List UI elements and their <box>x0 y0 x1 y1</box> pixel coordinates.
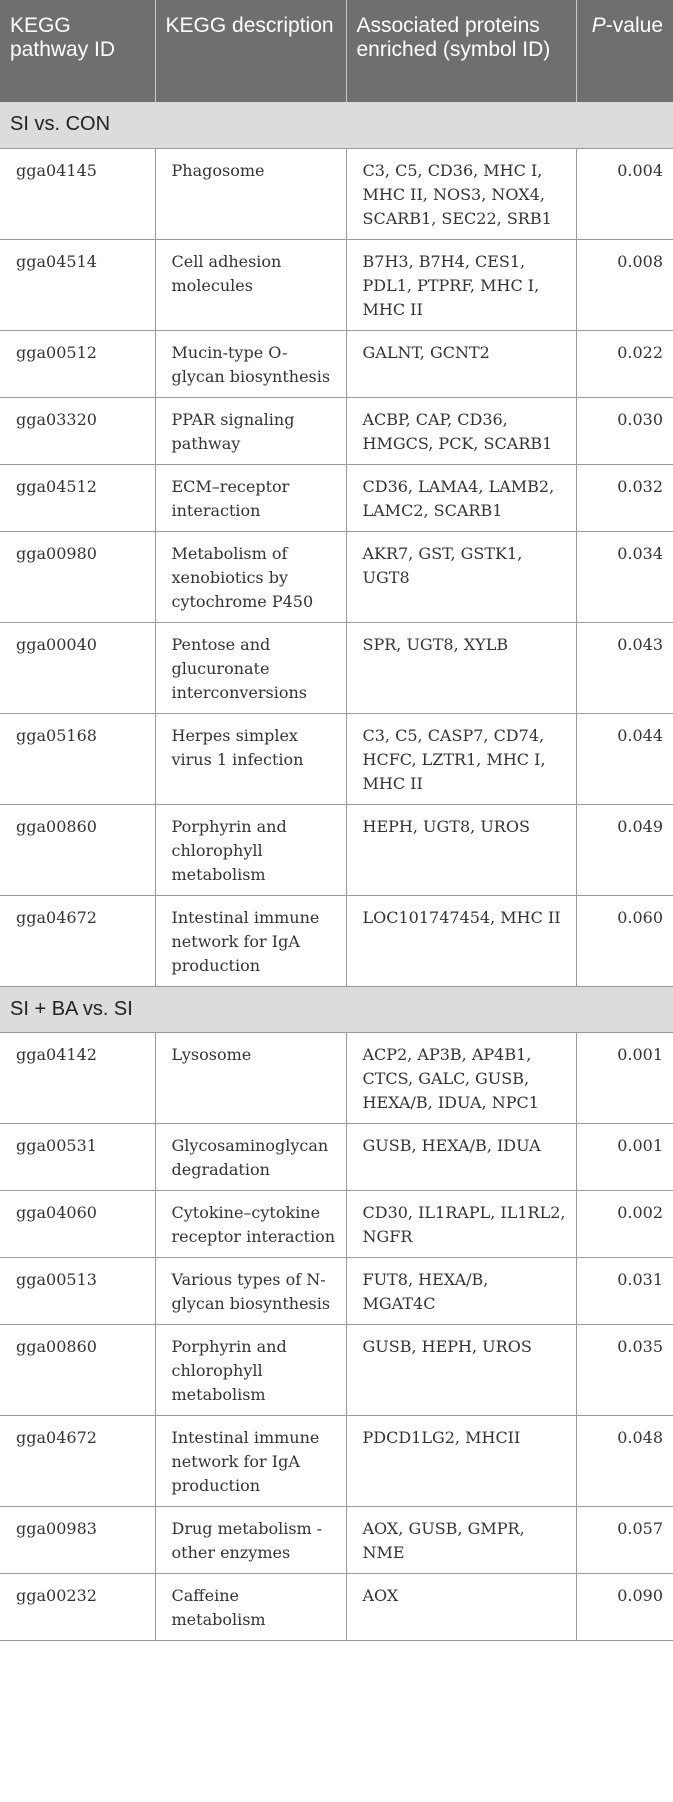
table-row <box>0 804 673 895</box>
section-label: SI vs. CON <box>0 102 673 148</box>
proteins-cell: GUSB, HEXA/B, IDUA <box>346 1123 576 1190</box>
table-row <box>0 1415 673 1506</box>
pathway-id-cell: gga00531 <box>0 1123 155 1190</box>
table-row <box>0 330 673 397</box>
table-row <box>0 148 673 239</box>
description-cell: Various types of N-glycan biosynthesis <box>155 1257 346 1324</box>
pathway-id-cell: gga00980 <box>0 531 155 622</box>
p-value-cell: 0.004 <box>576 148 673 239</box>
proteins-cell: ACBP, CAP, CD36, HMGCS, PCK, SCARB1 <box>346 397 576 464</box>
description-cell: Cell adhesion molecules <box>155 239 346 330</box>
proteins-cell: AOX <box>346 1573 576 1640</box>
description-cell: Herpes simplex virus 1 infection <box>155 713 346 804</box>
p-value-cell: 0.031 <box>576 1257 673 1324</box>
header-proteins: Associated proteins enriched (symbol ID) <box>346 0 576 102</box>
table-body <box>0 102 673 1640</box>
pathway-id-cell: gga04512 <box>0 464 155 531</box>
description-cell: Metabolism of xenobiotics by cytochrome P450 <box>155 531 346 622</box>
proteins-cell: C3, C5, CD36, MHC I, MHC II, NOS3, NOX4, SCARB1, SEC22, SRB1 <box>346 148 576 239</box>
proteins-cell: CD36, LAMA4, LAMB2, LAMC2, SCARB1 <box>346 464 576 531</box>
pathway-id-cell: gga00040 <box>0 622 155 713</box>
description-cell: Porphyrin and chlorophyll metabolism <box>155 804 346 895</box>
proteins-cell: AOX, GUSB, GMPR, NME <box>346 1506 576 1573</box>
pathway-id-cell: gga04514 <box>0 239 155 330</box>
pathway-id-cell: gga04060 <box>0 1190 155 1257</box>
table-row <box>0 239 673 330</box>
table-row <box>0 397 673 464</box>
header-row <box>0 0 673 102</box>
p-value-cell: 0.048 <box>576 1415 673 1506</box>
pathway-id-cell: gga05168 <box>0 713 155 804</box>
proteins-cell: ACP2, AP3B, AP4B1, CTCS, GALC, GUSB, HEXA/B, IDUA, NPC1 <box>346 1032 576 1123</box>
proteins-cell: GALNT, GCNT2 <box>346 330 576 397</box>
proteins-cell: C3, C5, CASP7, CD74, HCFC, LZTR1, MHC I, MHC II <box>346 713 576 804</box>
table-row <box>0 1573 673 1640</box>
description-cell: Drug metabolism - other enzymes <box>155 1506 346 1573</box>
description-cell: Caffeine metabolism <box>155 1573 346 1640</box>
description-cell: PPAR signaling pathway <box>155 397 346 464</box>
proteins-cell: PDCD1LG2, MHCII <box>346 1415 576 1506</box>
table-row <box>0 622 673 713</box>
p-value-cell: 0.060 <box>576 895 673 986</box>
description-cell: Mucin-type O-glycan biosynthesis <box>155 330 346 397</box>
proteins-cell: CD30, IL1RAPL, IL1RL2, NGFR <box>346 1190 576 1257</box>
p-value-cell: 0.030 <box>576 397 673 464</box>
section-label: SI + BA vs. SI <box>0 986 673 1032</box>
section-row <box>0 986 673 1032</box>
pathway-id-cell: gga00513 <box>0 1257 155 1324</box>
pathway-id-cell: gga00983 <box>0 1506 155 1573</box>
p-value-cell: 0.034 <box>576 531 673 622</box>
table-row <box>0 1190 673 1257</box>
header-pathway-id: KEGG pathway ID <box>0 0 155 102</box>
header-p-value <box>576 0 673 102</box>
p-value-cell: 0.032 <box>576 464 673 531</box>
p-value-cell: 0.035 <box>576 1324 673 1415</box>
p-value-cell: 0.044 <box>576 713 673 804</box>
proteins-cell: GUSB, HEPH, UROS <box>346 1324 576 1415</box>
header-p-rest: -value <box>605 14 663 37</box>
section-row <box>0 102 673 148</box>
proteins-cell: B7H3, B7H4, CES1, PDL1, PTPRF, MHC I, MHC II <box>346 239 576 330</box>
p-value-cell: 0.090 <box>576 1573 673 1640</box>
table-row <box>0 1032 673 1123</box>
table-header <box>0 0 673 102</box>
table-row <box>0 713 673 804</box>
table-row <box>0 1506 673 1573</box>
proteins-cell: HEPH, UGT8, UROS <box>346 804 576 895</box>
p-value-cell: 0.043 <box>576 622 673 713</box>
description-cell: Glycosaminoglycan degradation <box>155 1123 346 1190</box>
description-cell: Phagosome <box>155 148 346 239</box>
pathway-id-cell: gga00860 <box>0 804 155 895</box>
pathway-id-cell: gga00232 <box>0 1573 155 1640</box>
proteins-cell: LOC101747454, MHC II <box>346 895 576 986</box>
description-cell: Cytokine–cytokine receptor interaction <box>155 1190 346 1257</box>
table-row <box>0 464 673 531</box>
p-value-cell: 0.002 <box>576 1190 673 1257</box>
pathway-id-cell: gga04672 <box>0 1415 155 1506</box>
description-cell: Intestinal immune network for IgA production <box>155 895 346 986</box>
description-cell: Pentose and glucuronate interconversions <box>155 622 346 713</box>
header-description: KEGG description <box>155 0 346 102</box>
p-value-cell: 0.001 <box>576 1032 673 1123</box>
description-cell: Porphyrin and chlorophyll metabolism <box>155 1324 346 1415</box>
table-row <box>0 1257 673 1324</box>
description-cell: Lysosome <box>155 1032 346 1123</box>
description-cell: ECM–receptor interaction <box>155 464 346 531</box>
pathway-id-cell: gga04142 <box>0 1032 155 1123</box>
p-value-cell: 0.057 <box>576 1506 673 1573</box>
p-value-cell: 0.008 <box>576 239 673 330</box>
p-value-cell: 0.001 <box>576 1123 673 1190</box>
pathway-id-cell: gga04672 <box>0 895 155 986</box>
proteins-cell: AKR7, GST, GSTK1, UGT8 <box>346 531 576 622</box>
p-value-cell: 0.022 <box>576 330 673 397</box>
proteins-cell: FUT8, HEXA/B, MGAT4C <box>346 1257 576 1324</box>
table-row <box>0 895 673 986</box>
table-row <box>0 531 673 622</box>
pathway-id-cell: gga04145 <box>0 148 155 239</box>
table-row <box>0 1123 673 1190</box>
pathway-id-cell: gga03320 <box>0 397 155 464</box>
table-row <box>0 1324 673 1415</box>
p-value-cell: 0.049 <box>576 804 673 895</box>
header-p-italic: P <box>591 14 606 37</box>
description-cell: Intestinal immune network for IgA production <box>155 1415 346 1506</box>
pathway-id-cell: gga00860 <box>0 1324 155 1415</box>
proteins-cell: SPR, UGT8, XYLB <box>346 622 576 713</box>
pathway-id-cell: gga00512 <box>0 330 155 397</box>
